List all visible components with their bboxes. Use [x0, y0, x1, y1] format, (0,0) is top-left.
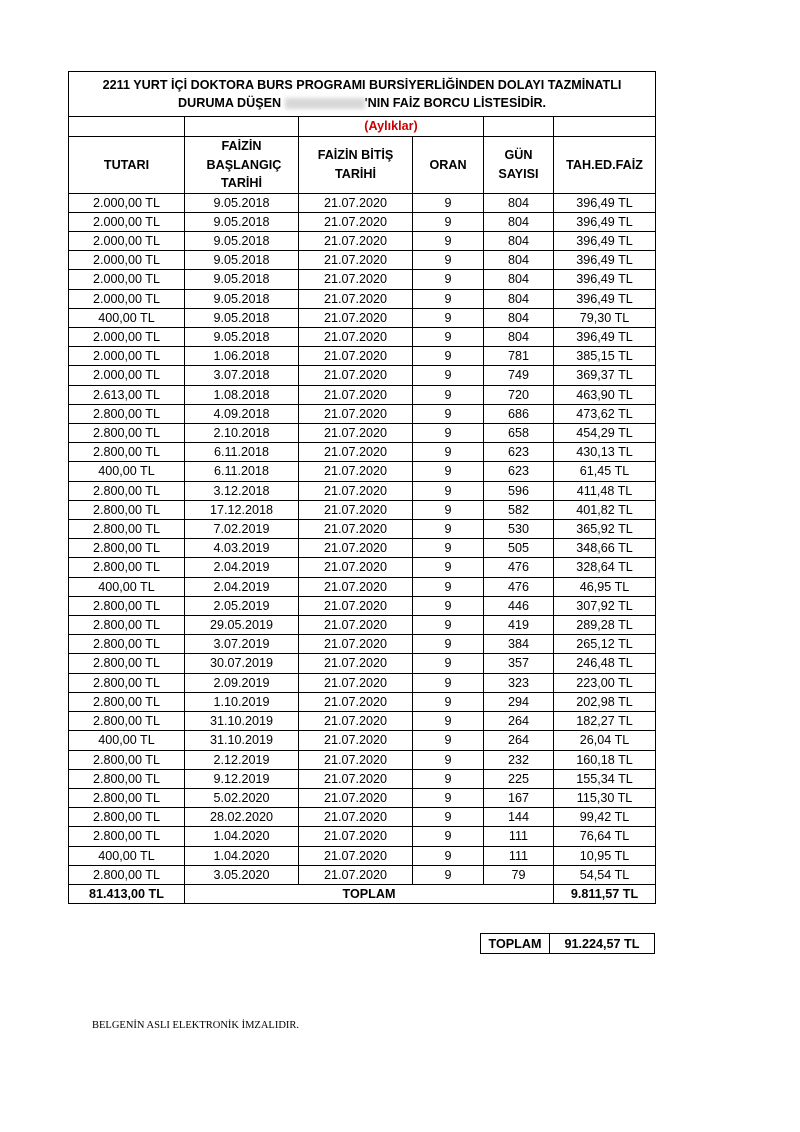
table-cell: 9	[413, 808, 484, 827]
table-cell: 76,64 TL	[554, 827, 656, 846]
table-cell: 7.02.2019	[185, 520, 299, 539]
table-cell: 1.10.2019	[185, 692, 299, 711]
table-cell: 348,66 TL	[554, 539, 656, 558]
table-cell: 2.800,00 TL	[69, 424, 185, 443]
table-cell: 182,27 TL	[554, 712, 656, 731]
table-cell: 396,49 TL	[554, 270, 656, 289]
table-cell: 720	[484, 385, 554, 404]
table-cell: 2.04.2019	[185, 577, 299, 596]
table-cell: 21.07.2020	[299, 750, 413, 769]
table-cell: 2.800,00 TL	[69, 520, 185, 539]
table-cell: 21.07.2020	[299, 462, 413, 481]
table-cell: 2.800,00 TL	[69, 712, 185, 731]
totals-row	[69, 884, 656, 903]
table-cell: 396,49 TL	[554, 212, 656, 231]
table-cell: 21.07.2020	[299, 424, 413, 443]
table-cell: 21.07.2020	[299, 308, 413, 327]
table-cell: 9	[413, 347, 484, 366]
table-cell: 21.07.2020	[299, 596, 413, 615]
table-cell: 400,00 TL	[69, 462, 185, 481]
table-cell: 9	[413, 673, 484, 692]
header-baslangic: FAİZİN BAŞLANGIÇ TARİHİ	[185, 136, 299, 193]
table-cell: 9.05.2018	[185, 251, 299, 270]
total-amount: 81.413,00 TL	[69, 884, 185, 903]
table-cell: 21.07.2020	[299, 251, 413, 270]
table-cell: 2.800,00 TL	[69, 596, 185, 615]
table-cell: 223,00 TL	[554, 673, 656, 692]
table-cell: 246,48 TL	[554, 654, 656, 673]
table-cell: 79	[484, 865, 554, 884]
table-cell: 9	[413, 385, 484, 404]
table-cell: 1.08.2018	[185, 385, 299, 404]
table-row	[69, 558, 656, 577]
table-cell: 2.000,00 TL	[69, 366, 185, 385]
table-cell: 473,62 TL	[554, 404, 656, 423]
table-cell: 781	[484, 347, 554, 366]
table-cell: 9	[413, 577, 484, 596]
table-cell: 596	[484, 481, 554, 500]
table-cell: 9	[413, 308, 484, 327]
table-row	[69, 481, 656, 500]
table-cell: 2.000,00 TL	[69, 251, 185, 270]
table-row	[69, 827, 656, 846]
total-interest: 9.811,57 TL	[554, 884, 656, 903]
table-cell: 2.800,00 TL	[69, 635, 185, 654]
table-cell: 2.800,00 TL	[69, 558, 185, 577]
table-cell: 21.07.2020	[299, 731, 413, 750]
table-cell: 9	[413, 289, 484, 308]
table-cell: 61,45 TL	[554, 462, 656, 481]
table-cell: 21.07.2020	[299, 577, 413, 596]
table-cell: 396,49 TL	[554, 328, 656, 347]
table-cell: 3.07.2019	[185, 635, 299, 654]
table-row	[69, 385, 656, 404]
table-cell: 804	[484, 193, 554, 212]
table-cell: 2.000,00 TL	[69, 347, 185, 366]
table-cell: 9	[413, 596, 484, 615]
table-cell: 505	[484, 539, 554, 558]
table-row	[69, 289, 656, 308]
redacted-name	[285, 98, 365, 109]
table-cell: 155,34 TL	[554, 769, 656, 788]
table-cell: 54,54 TL	[554, 865, 656, 884]
table-cell: 3.05.2020	[185, 865, 299, 884]
table-cell: 3.07.2018	[185, 366, 299, 385]
table-cell: 804	[484, 328, 554, 347]
table-cell: 30.07.2019	[185, 654, 299, 673]
table-cell: 28.02.2020	[185, 808, 299, 827]
table-row	[69, 654, 656, 673]
table-cell: 401,82 TL	[554, 500, 656, 519]
table-cell: 21.07.2020	[299, 328, 413, 347]
table-cell: 31.10.2019	[185, 731, 299, 750]
table-cell: 454,29 TL	[554, 424, 656, 443]
table-cell: 79,30 TL	[554, 308, 656, 327]
title-line-2: DURUMA DÜŞEN 'NIN FAİZ BORCU LİSTESİDİR.	[178, 96, 547, 111]
table-cell: 264	[484, 731, 554, 750]
table-row	[69, 539, 656, 558]
table-cell: 400,00 TL	[69, 577, 185, 596]
table-row	[69, 212, 656, 231]
table-cell: 21.07.2020	[299, 865, 413, 884]
header-gun-sayisi: GÜN SAYISI	[484, 136, 554, 193]
table-cell: 3.12.2018	[185, 481, 299, 500]
table-row	[69, 366, 656, 385]
table-cell: 202,98 TL	[554, 692, 656, 711]
table-cell: 21.07.2020	[299, 616, 413, 635]
table-cell: 804	[484, 232, 554, 251]
table-cell: 9	[413, 750, 484, 769]
table-cell: 2.800,00 TL	[69, 865, 185, 884]
table-cell: 4.03.2019	[185, 539, 299, 558]
table-row	[69, 193, 656, 212]
table-cell: 232	[484, 750, 554, 769]
table-cell: 9.05.2018	[185, 232, 299, 251]
table-cell: 9	[413, 270, 484, 289]
table-cell: 400,00 TL	[69, 846, 185, 865]
table-row	[69, 731, 656, 750]
table-cell: 167	[484, 788, 554, 807]
table-cell: 9.12.2019	[185, 769, 299, 788]
table-cell: 9	[413, 251, 484, 270]
table-cell: 289,28 TL	[554, 616, 656, 635]
table-row	[69, 462, 656, 481]
table-cell: 29.05.2019	[185, 616, 299, 635]
table-cell: 804	[484, 251, 554, 270]
header-tah-ed-faiz: TAH.ED.FAİZ	[554, 136, 656, 193]
table-cell: 4.09.2018	[185, 404, 299, 423]
table-row	[69, 500, 656, 519]
table-cell: 9	[413, 865, 484, 884]
table-cell: 21.07.2020	[299, 193, 413, 212]
table-cell: 9	[413, 481, 484, 500]
table-cell: 384	[484, 635, 554, 654]
table-cell: 9	[413, 616, 484, 635]
document-title	[69, 72, 656, 117]
table-row	[69, 635, 656, 654]
table-cell: 2.800,00 TL	[69, 769, 185, 788]
table-cell: 99,42 TL	[554, 808, 656, 827]
table-cell: 9.05.2018	[185, 289, 299, 308]
table-row	[69, 347, 656, 366]
table-cell: 9	[413, 692, 484, 711]
grand-total-value: 91.224,57 TL	[550, 934, 655, 954]
table-cell: 2.000,00 TL	[69, 328, 185, 347]
table-cell: 582	[484, 500, 554, 519]
table-cell: 2.800,00 TL	[69, 692, 185, 711]
table-cell: 323	[484, 673, 554, 692]
total-label: TOPLAM	[185, 884, 554, 903]
table-cell: 365,92 TL	[554, 520, 656, 539]
table-cell: 21.07.2020	[299, 212, 413, 231]
table-cell: 160,18 TL	[554, 750, 656, 769]
table-cell: 2.10.2018	[185, 424, 299, 443]
table-cell: 21.07.2020	[299, 404, 413, 423]
table-cell: 21.07.2020	[299, 366, 413, 385]
table-cell: 411,48 TL	[554, 481, 656, 500]
table-cell: 9	[413, 539, 484, 558]
table-cell: 21.07.2020	[299, 481, 413, 500]
grand-total-label: TOPLAM	[481, 934, 550, 954]
table-cell: 21.07.2020	[299, 692, 413, 711]
table-cell: 2.000,00 TL	[69, 270, 185, 289]
table-cell: 6.11.2018	[185, 462, 299, 481]
table-cell: 9	[413, 232, 484, 251]
table-row	[69, 308, 656, 327]
table-cell: 21.07.2020	[299, 232, 413, 251]
table-cell: 9	[413, 731, 484, 750]
table-cell: 1.04.2020	[185, 827, 299, 846]
table-row	[69, 846, 656, 865]
table-cell: 2.12.2019	[185, 750, 299, 769]
table-row	[69, 520, 656, 539]
table-row	[69, 673, 656, 692]
table-cell: 9	[413, 769, 484, 788]
table-row	[69, 769, 656, 788]
table-cell: 21.07.2020	[299, 654, 413, 673]
table-cell: 9.05.2018	[185, 212, 299, 231]
table-cell: 623	[484, 443, 554, 462]
table-cell: 2.800,00 TL	[69, 654, 185, 673]
table-cell: 476	[484, 558, 554, 577]
table-cell: 749	[484, 366, 554, 385]
interest-table	[68, 71, 656, 904]
table-cell: 396,49 TL	[554, 193, 656, 212]
table-cell: 9	[413, 520, 484, 539]
table-cell: 21.07.2020	[299, 846, 413, 865]
table-cell: 21.07.2020	[299, 539, 413, 558]
table-cell: 21.07.2020	[299, 443, 413, 462]
table-cell: 804	[484, 308, 554, 327]
table-cell: 2.800,00 TL	[69, 673, 185, 692]
table-cell: 1.04.2020	[185, 846, 299, 865]
table-cell: 21.07.2020	[299, 635, 413, 654]
table-cell: 111	[484, 827, 554, 846]
table-cell: 111	[484, 846, 554, 865]
table-cell: 9	[413, 424, 484, 443]
table-cell: 21.07.2020	[299, 558, 413, 577]
table-cell: 2.000,00 TL	[69, 212, 185, 231]
subtitle-row	[69, 117, 656, 136]
table-cell: 804	[484, 289, 554, 308]
table-cell: 225	[484, 769, 554, 788]
table-cell: 9	[413, 654, 484, 673]
table-cell: 530	[484, 520, 554, 539]
title-row	[69, 72, 656, 117]
table-cell: 9.05.2018	[185, 328, 299, 347]
table-cell: 9	[413, 328, 484, 347]
table-cell: 17.12.2018	[185, 500, 299, 519]
table-cell: 26,04 TL	[554, 731, 656, 750]
table-row	[69, 443, 656, 462]
table-cell: 2.800,00 TL	[69, 808, 185, 827]
table-cell: 9.05.2018	[185, 193, 299, 212]
table-cell: 21.07.2020	[299, 769, 413, 788]
table-cell: 21.07.2020	[299, 712, 413, 731]
table-cell: 21.07.2020	[299, 347, 413, 366]
table-cell: 396,49 TL	[554, 289, 656, 308]
table-cell: 9	[413, 404, 484, 423]
table-cell: 9	[413, 212, 484, 231]
header-row	[69, 136, 656, 193]
table-row	[69, 596, 656, 615]
table-cell: 430,13 TL	[554, 443, 656, 462]
table-cell: 6.11.2018	[185, 443, 299, 462]
table-cell: 9	[413, 462, 484, 481]
table-cell: 46,95 TL	[554, 577, 656, 596]
header-tutari: TUTARI	[69, 136, 185, 193]
table-cell: 400,00 TL	[69, 308, 185, 327]
table-cell: 419	[484, 616, 554, 635]
table-cell: 2.800,00 TL	[69, 616, 185, 635]
table-cell: 9	[413, 846, 484, 865]
table-cell: 804	[484, 270, 554, 289]
table-cell: 804	[484, 212, 554, 231]
table-row	[69, 251, 656, 270]
table-cell: 21.07.2020	[299, 385, 413, 404]
table-cell: 2.04.2019	[185, 558, 299, 577]
table-row	[69, 577, 656, 596]
table-cell: 307,92 TL	[554, 596, 656, 615]
table-cell: 2.000,00 TL	[69, 289, 185, 308]
table-cell: 264	[484, 712, 554, 731]
table-cell: 21.07.2020	[299, 500, 413, 519]
subtitle: (Aylıklar)	[299, 117, 484, 136]
table-cell: 9	[413, 712, 484, 731]
table-cell: 2.800,00 TL	[69, 827, 185, 846]
table-cell: 9	[413, 558, 484, 577]
table-cell: 9	[413, 788, 484, 807]
table-cell: 2.613,00 TL	[69, 385, 185, 404]
table-cell: 21.07.2020	[299, 289, 413, 308]
table-row	[69, 808, 656, 827]
header-bitis: FAİZİN BİTİŞ TARİHİ	[299, 136, 413, 193]
table-cell: 31.10.2019	[185, 712, 299, 731]
table-row	[69, 692, 656, 711]
table-cell: 9	[413, 635, 484, 654]
table-cell: 658	[484, 424, 554, 443]
table-cell: 5.02.2020	[185, 788, 299, 807]
table-cell: 144	[484, 808, 554, 827]
table-cell: 9	[413, 366, 484, 385]
table-cell: 2.000,00 TL	[69, 193, 185, 212]
table-cell: 2.800,00 TL	[69, 443, 185, 462]
table-cell: 446	[484, 596, 554, 615]
table-cell: 686	[484, 404, 554, 423]
table-cell: 2.800,00 TL	[69, 750, 185, 769]
table-cell: 328,64 TL	[554, 558, 656, 577]
footer-note: BELGENİN ASLI ELEKTRONİK İMZALIDIR.	[92, 1020, 300, 1031]
table-row	[69, 616, 656, 635]
table-cell: 396,49 TL	[554, 232, 656, 251]
document	[68, 71, 655, 904]
table-cell: 2.800,00 TL	[69, 500, 185, 519]
table-cell: 2.800,00 TL	[69, 481, 185, 500]
table-cell: 9	[413, 193, 484, 212]
table-cell: 21.07.2020	[299, 270, 413, 289]
table-cell: 10,95 TL	[554, 846, 656, 865]
table-cell: 21.07.2020	[299, 673, 413, 692]
grand-total-table	[480, 933, 655, 954]
table-cell: 21.07.2020	[299, 788, 413, 807]
table-cell: 21.07.2020	[299, 808, 413, 827]
title-line-1: 2211 YURT İÇİ DOKTORA BURS PROGRAMI BURSİYERLİĞİNDEN DOLAYI TAZMİNATLI	[102, 78, 622, 92]
table-cell: 2.09.2019	[185, 673, 299, 692]
table-cell: 21.07.2020	[299, 827, 413, 846]
table-cell: 2.800,00 TL	[69, 404, 185, 423]
table-cell: 400,00 TL	[69, 731, 185, 750]
table-cell: 9	[413, 443, 484, 462]
header-oran: ORAN	[413, 136, 484, 193]
table-cell: 623	[484, 462, 554, 481]
table-cell: 396,49 TL	[554, 251, 656, 270]
table-cell: 294	[484, 692, 554, 711]
table-row	[69, 404, 656, 423]
table-cell: 9	[413, 500, 484, 519]
table-cell: 369,37 TL	[554, 366, 656, 385]
table-cell: 9.05.2018	[185, 270, 299, 289]
table-cell: 21.07.2020	[299, 520, 413, 539]
table-cell: 463,90 TL	[554, 385, 656, 404]
table-cell: 2.800,00 TL	[69, 539, 185, 558]
table-cell: 115,30 TL	[554, 788, 656, 807]
table-cell: 2.000,00 TL	[69, 232, 185, 251]
table-row	[69, 424, 656, 443]
table-cell: 385,15 TL	[554, 347, 656, 366]
table-cell: 476	[484, 577, 554, 596]
table-row	[69, 712, 656, 731]
table-cell: 2.800,00 TL	[69, 788, 185, 807]
table-row	[69, 788, 656, 807]
table-cell: 9.05.2018	[185, 308, 299, 327]
table-row	[69, 865, 656, 884]
table-row	[69, 232, 656, 251]
table-row	[69, 270, 656, 289]
table-cell: 2.05.2019	[185, 596, 299, 615]
table-cell: 265,12 TL	[554, 635, 656, 654]
table-cell: 357	[484, 654, 554, 673]
table-row	[69, 750, 656, 769]
table-cell: 1.06.2018	[185, 347, 299, 366]
table-cell: 9	[413, 827, 484, 846]
table-row	[69, 328, 656, 347]
